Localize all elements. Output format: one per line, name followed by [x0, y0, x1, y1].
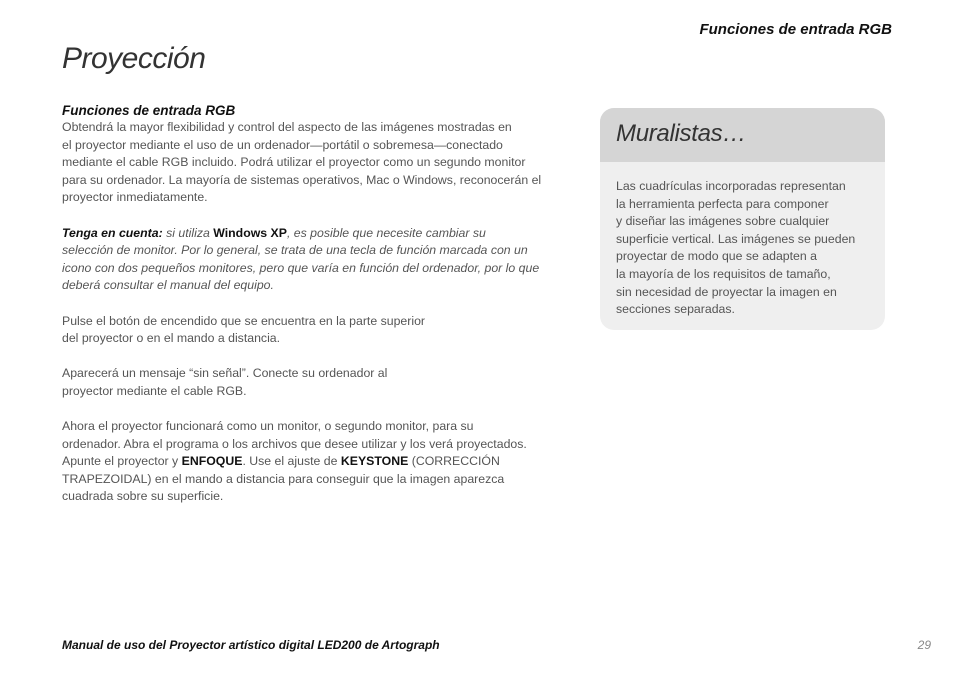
- sidebar-line: superficie vertical. Las imágenes se pueden: [616, 231, 856, 246]
- focus-keyword: ENFOQUE: [181, 454, 243, 469]
- step-line: ordenador. Abra el programa o los archivos que desee utilizar y los verá proyectados.: [62, 436, 527, 451]
- sidebar-header: [600, 108, 885, 162]
- footer-manual-title: Manual de uso del Proyector artístico digital LED200 de Artograph: [62, 638, 440, 652]
- step-line: . Use el ajuste de: [242, 454, 341, 469]
- page-number: 29: [917, 638, 931, 652]
- step-power-paragraph: [62, 313, 562, 348]
- intro-line: el proyector mediante el uso de un ordenador—portátil o sobremesa—conectado: [62, 137, 503, 152]
- note-line: icono con dos pequeños monitores, pero que varía en función del ordenador, por lo que: [62, 260, 540, 275]
- sidebar-line: la mayoría de los requisitos de tamaño,: [616, 266, 831, 281]
- sidebar-line: proyectar de modo que se adapten a: [616, 249, 817, 264]
- sidebar-line: la herramienta perfecta para componer: [616, 196, 829, 211]
- intro-paragraph: [62, 119, 562, 207]
- sidebar-line: sin necesidad de proyectar la imagen en: [616, 284, 837, 299]
- sidebar-line: secciones separadas.: [616, 302, 735, 317]
- note-text: si utiliza: [162, 225, 214, 240]
- intro-line: Obtendrá la mayor flexibilidad y control del aspecto de las imágenes mostradas en: [62, 120, 512, 134]
- step-line: (CORRECCIÓN: [408, 454, 500, 469]
- step-line: cuadrada sobre su superficie.: [62, 489, 224, 504]
- main-content: [62, 102, 562, 524]
- note-keyword: Windows XP: [213, 225, 287, 240]
- section-heading: Funciones de entrada RGB: [62, 103, 236, 118]
- note-line: selección de monitor. Por lo general, se trata de una tecla de función marcada con un: [62, 243, 528, 258]
- note-text: , es posible que necesite cambiar su: [286, 225, 486, 240]
- sidebar-line: y diseñar las imágenes sobre cualquier: [616, 214, 830, 229]
- note-label: Tenga en cuenta:: [62, 225, 163, 240]
- intro-line: proyector inmediatamente.: [62, 190, 208, 205]
- intro-line: mediante el cable RGB incluido. Podrá utilizar el proyector como un segundo monitor: [62, 155, 526, 170]
- intro-line: para su ordenador. La mayoría de sistemas operativos, Mac o Windows, reconocerán el: [62, 172, 542, 187]
- step-connect-paragraph: [62, 365, 562, 400]
- step-line: Ahora el proyector funcionará como un monitor, o segundo monitor, para su: [62, 419, 474, 434]
- step-line: proyector mediante el cable RGB.: [62, 383, 247, 398]
- sidebar-line: Las cuadrículas incorporadas representan: [616, 179, 846, 193]
- running-header: Funciones de entrada RGB: [699, 21, 892, 38]
- note-line: deberá consultar el manual del equipo.: [62, 278, 274, 293]
- muralistas-sidebar: [600, 108, 885, 330]
- step-line: Aparecerá un mensaje “sin señal”. Conecte su ordenador al: [62, 366, 388, 381]
- note-paragraph: [62, 225, 562, 295]
- sidebar-body: [600, 162, 885, 319]
- step-line: TRAPEZOIDAL) en el mando a distancia para conseguir que la imagen aparezca: [62, 471, 505, 486]
- step-line: Apunte el proyector y: [62, 454, 182, 469]
- step-line: Pulse el botón de encendido que se encuentra en la parte superior: [62, 313, 426, 328]
- sidebar-title: Muralistas…: [616, 120, 747, 147]
- step-line: del proyector o en el mando a distancia.: [62, 331, 281, 346]
- step-monitor-paragraph: [62, 418, 562, 506]
- keystone-keyword: KEYSTONE: [340, 454, 409, 469]
- page-title: Proyección: [62, 42, 206, 75]
